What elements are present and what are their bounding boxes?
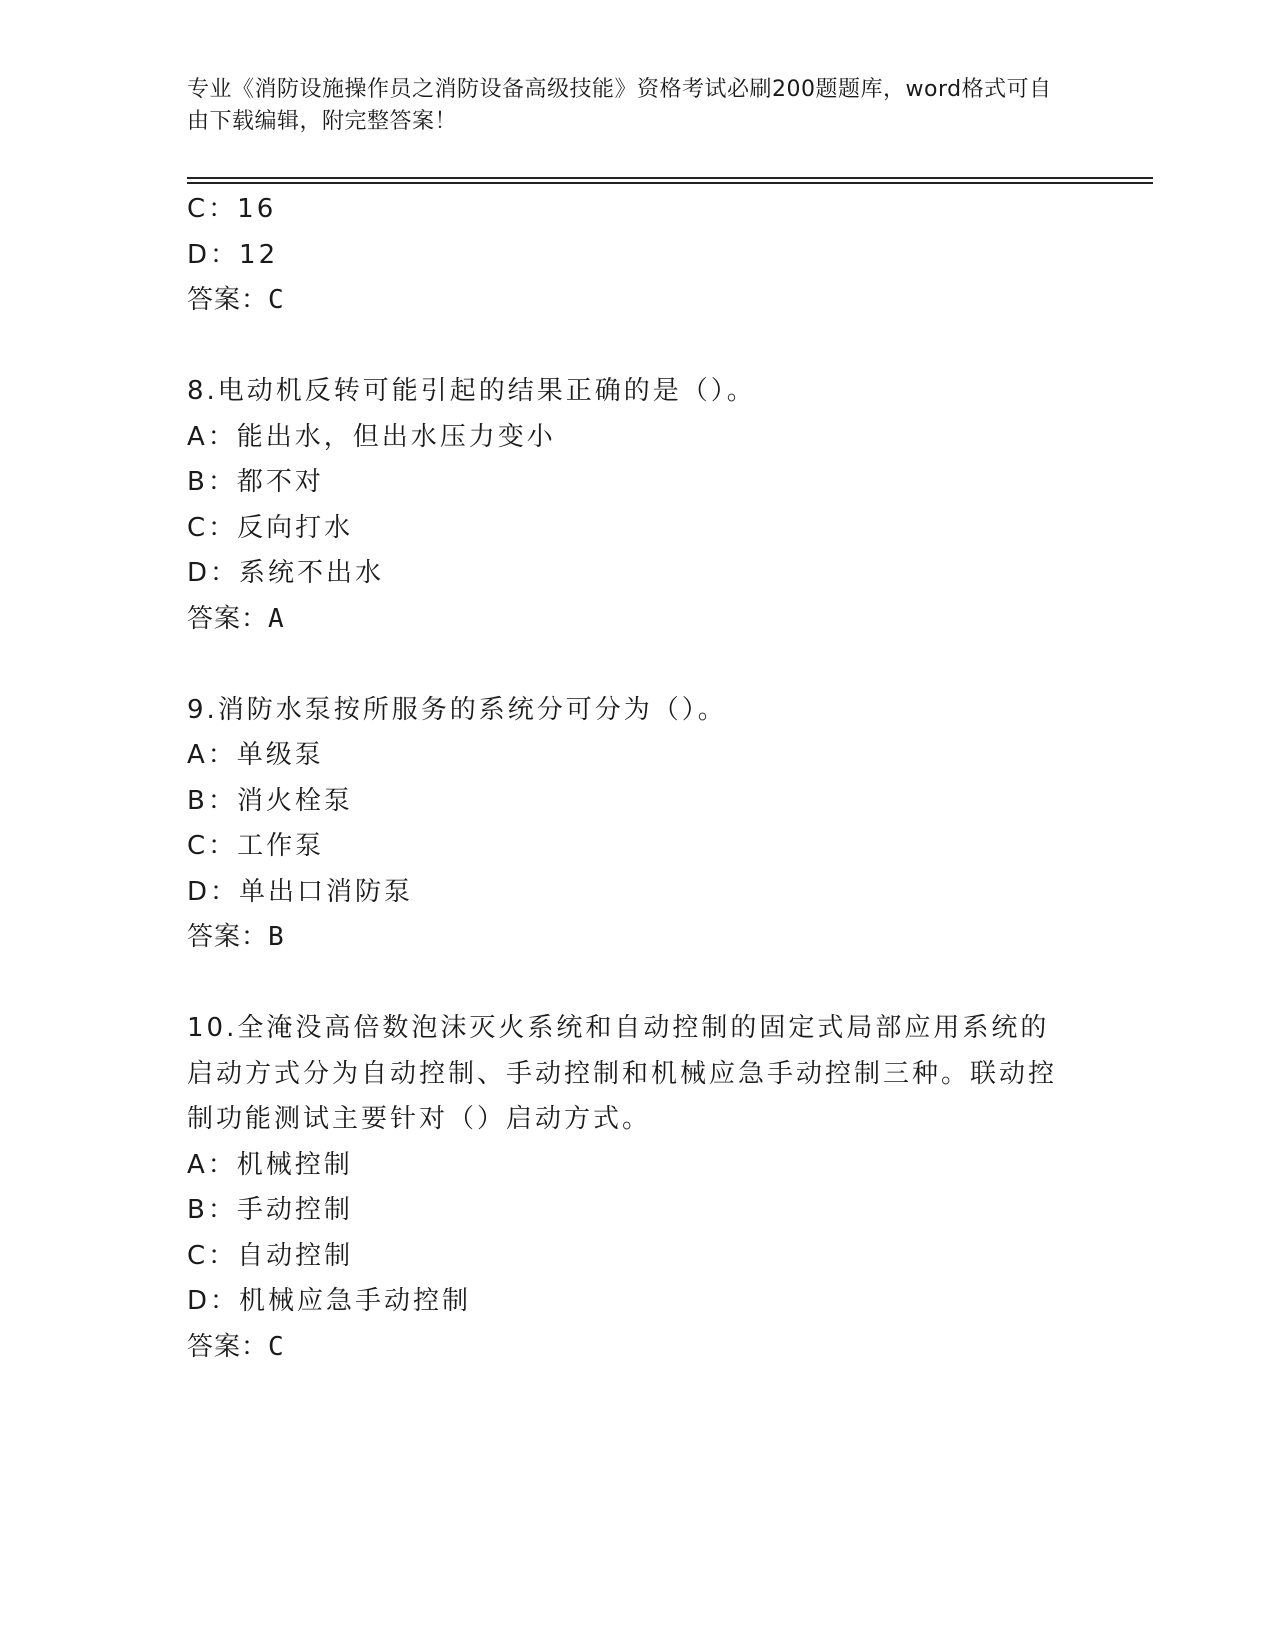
header-rule-bottom (187, 182, 1153, 184)
q7-option-d: D：12 (187, 239, 279, 270)
document-header: 专业《消防设施操作员之消防设备高级技能》资格考试必刷200题题库，word格式可自由下载编辑，附完整答案！ (187, 77, 1052, 134)
answer-label: 答案： (187, 1331, 269, 1362)
q8-stem: 8.电动机反转可能引起的结果正确的是（）。 (187, 376, 756, 406)
q8-option-d: D：系统不出水 (187, 558, 385, 588)
answer-label: 答案： (187, 285, 269, 315)
answer-letter: B (268, 922, 285, 952)
q9-stem: 9.消防水泵按所服务的系统分可分为（）。 (187, 694, 727, 725)
q9-answer (187, 915, 1087, 961)
q9-option-a: A：单级泵 (187, 740, 324, 770)
q9-option-b: B：消火栓泵 (187, 785, 353, 816)
spacer (187, 642, 1087, 688)
q7-option-c: C：16 (187, 194, 277, 224)
answer-label: 答案： (187, 922, 269, 952)
spacer (187, 324, 1087, 370)
answer-letter: C (268, 1331, 285, 1362)
q10-option-c: C：自动控制 (187, 1240, 354, 1271)
q7-answer (187, 278, 1087, 324)
q10-stem: 10.全淹没高倍数泡沫灭火系统和自动控制的固定式局部应用系统的启动方式分为自动控制、手动控制和机械应急手动控制三种。联动控制功能测试主要针对（）启动方式。 (187, 1013, 1058, 1134)
answer-label: 答案： (187, 603, 269, 634)
header-rule-top (187, 177, 1153, 179)
q8-answer (187, 597, 1087, 643)
answer-letter: A (268, 603, 285, 634)
q8-option-a: A：能出水，但出水压力变小 (187, 421, 556, 452)
q10-option-a: A：机械控制 (187, 1149, 353, 1180)
answer-letter: C (268, 285, 285, 315)
spacer (187, 961, 1087, 1007)
question-list (187, 187, 1087, 1370)
q8-option-b: B：都不对 (187, 467, 324, 497)
q10-option-d: D：机械应急手动控制 (187, 1286, 472, 1316)
q9-option-d: D：单出口消防泵 (187, 876, 414, 907)
q10-answer (187, 1325, 1087, 1371)
q9-option-c: C：工作泵 (187, 831, 325, 861)
q8-option-c: C：反向打水 (187, 512, 354, 543)
q10-option-b: B：手动控制 (187, 1195, 353, 1225)
